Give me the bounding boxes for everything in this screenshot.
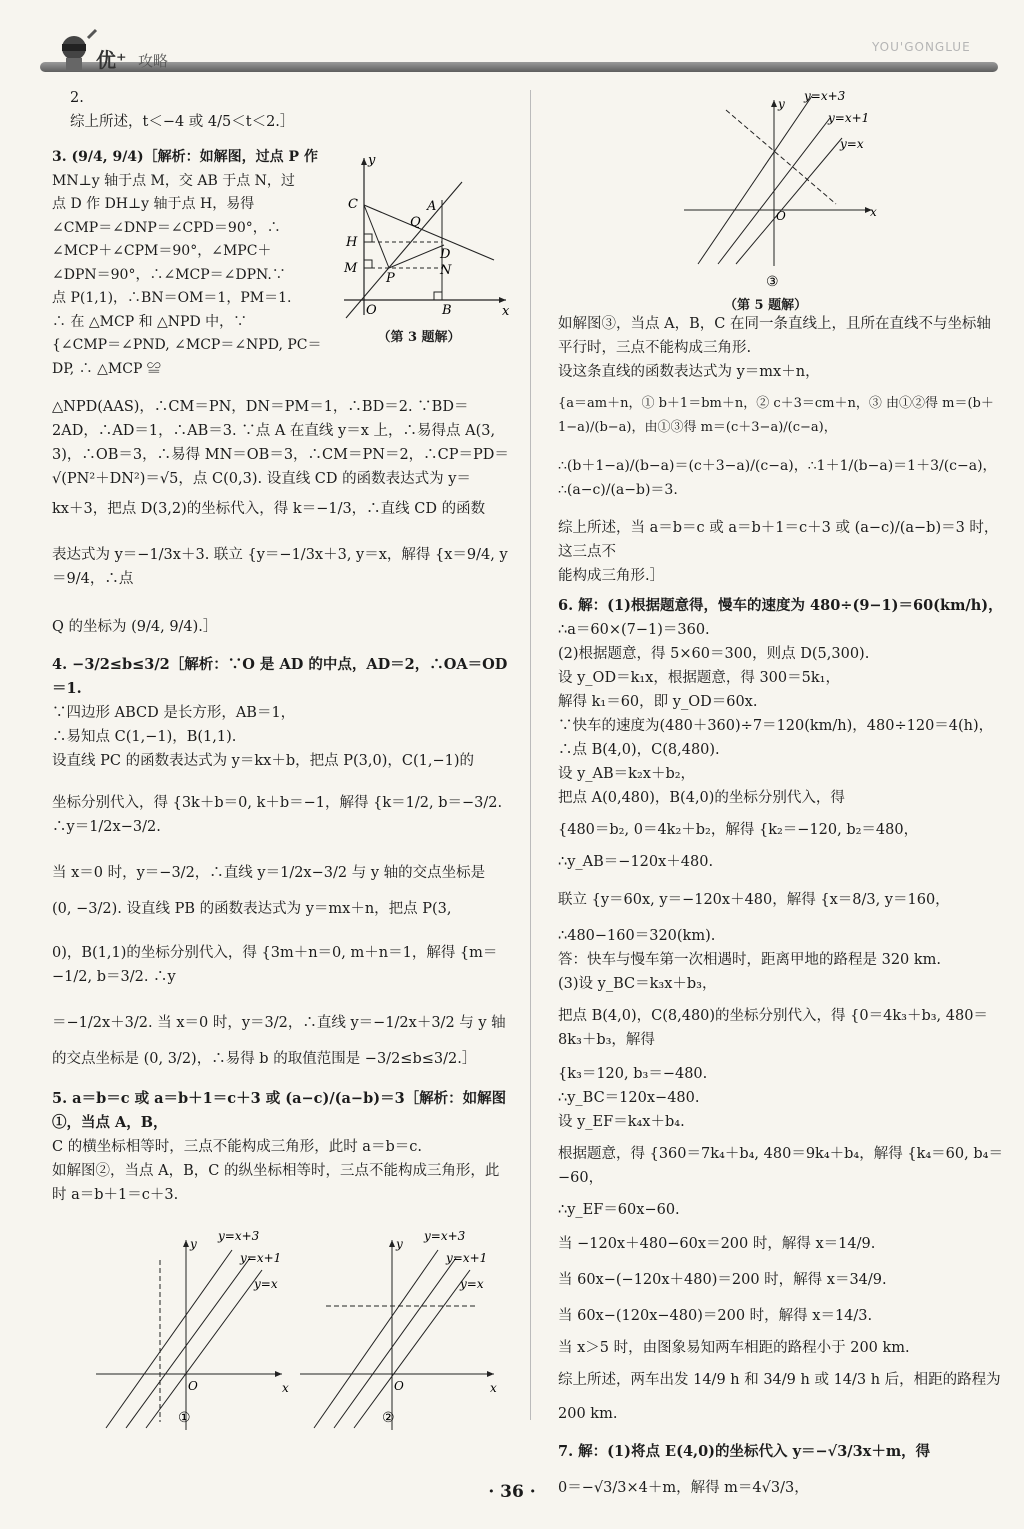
text-line: 的交点坐标是 (0, 3/2)，∴易得 b 的取值范围是 −3/2≤b≤3/2.］: [52, 1051, 477, 1067]
text-line: ∴480−160＝320(km).: [558, 928, 716, 944]
text-line: 设这条直线的函数表达式为 y＝mx＋n，: [558, 364, 820, 380]
text-line: 时 a＝b＋1＝c＋3.: [52, 1187, 179, 1203]
fig3-point-q: Q: [410, 215, 421, 230]
circled-label-3: ③: [766, 274, 779, 290]
text-line: 0＝−√3/3×4＋m，解得 m＝4√3/3，: [558, 1480, 809, 1496]
text-line: {a＝am＋n，① b＋1＝bm＋n，② c＋3＝cm＋n，③ 由①②得 m＝(b＋1−a)/(b−a)，由①③得 m＝(c＋3−a)/(c−a)，: [558, 396, 994, 435]
graph3-label-y-x-plus-3: y=x+3: [804, 89, 846, 103]
text-line: 点 P(1,1)，∴BN＝OM＝1，PM＝1.: [52, 290, 292, 306]
text-line: Q 的坐标为 (9/4, 9/4).］: [52, 619, 218, 635]
text-line: ∠CMP＝∠DNP＝∠CPD＝90°，∴: [52, 219, 281, 236]
text-line: ∵四边形 ABCD 是长方形，AB＝1，: [52, 705, 296, 721]
text-line: 如解图③，当点 A，B，C 在同一条直线上，且所在直线不与坐标轴: [558, 316, 991, 332]
figure-5-graphs-1-2: [86, 1230, 526, 1436]
figure-problem-3: [334, 150, 514, 345]
figure-3-diagram: [334, 150, 514, 320]
problem-3-text: [52, 146, 334, 381]
fig3-point-c: C: [348, 197, 358, 212]
graph3-axis-y: y: [778, 97, 785, 111]
text-line: (3)设 y_BC＝k₃x＋b₃，: [558, 976, 717, 992]
figure-5-caption: （第 5 题解）: [724, 298, 808, 313]
text-line: 设 y_AB＝k₂x＋b₂，: [558, 766, 696, 782]
text-line: 3)，∴OB＝3，∴易得 MN＝OB＝3，∴CM＝PN＝2，∴CP＝PD＝: [52, 447, 509, 463]
graph2-origin: O: [394, 1379, 404, 1393]
text-line: ∴a＝60×(7−1)＝360.: [558, 622, 710, 638]
graph1-label-y-x-plus-3: y=x+3: [218, 1230, 260, 1243]
text-line: 2.: [70, 90, 84, 106]
text-line: 综上所述，当 a＝b＝c 或 a＝b＋1＝c＋3 或 (a−c)/(a−b)＝3 时，这三点不: [558, 520, 999, 560]
text-line: 当 x＝0 时，y＝−3/2，∴直线 y＝1/2x−3/2 与 y 轴的交点坐标是: [52, 865, 486, 881]
text-line: ∵快车的速度为(480＋360)÷7＝120(km/h)，480÷120＝4(h)，: [558, 718, 994, 734]
fig3-point-m: M: [344, 261, 358, 276]
text-line: 当 −120x＋480−60x＝200 时，解得 x＝14/9.: [558, 1236, 876, 1252]
text-line: 200 km.: [558, 1406, 618, 1422]
text-line: 答：快车与慢车第一次相遇时，距离甲地的路程是 320 km.: [558, 952, 942, 968]
text-line: 如解图②，当点 A，B，C 的纵坐标相等时，三点不能构成三角形，此: [52, 1163, 500, 1179]
page-header: [0, 0, 1024, 80]
mascot-icon: [48, 28, 98, 72]
text-line: ∴y_BC＝120x−480.: [558, 1090, 700, 1106]
header-series-name: YOU'GONGLUE: [872, 40, 971, 54]
text-line: 0)，B(1,1)的坐标分别代入，得 {3m＋n＝0, m＋n＝1，解得 {m＝−1/2, b＝3/2. ∴y: [52, 945, 498, 985]
text-line: 把点 B(4,0)，C(8,480)的坐标分别代入，得 {0＝4k₃＋b₃, 480＝8k₃＋b₃，解得: [558, 1008, 988, 1048]
figure-5-graph-3: [676, 86, 916, 290]
figure-3-caption: （第 3 题解）: [377, 330, 461, 345]
text-line: ∴易知点 C(1,−1)，B(1,1).: [52, 729, 237, 745]
text-line: ∠DPN＝90°，∴∠MCP＝∠DPN.∵: [52, 266, 286, 283]
text-line: MN⊥y 轴于点 M，交 AB 于点 N，过: [52, 172, 295, 189]
text-line: ∴y_AB＝−120x＋480.: [558, 854, 714, 870]
text-line: 综上所述，两车出发 14/9 h 和 34/9 h 或 14/3 h 后，相距的路程为: [558, 1372, 1001, 1388]
text-line: 根据题意，得 {360＝7k₄＋b₄, 480＝9k₄＋b₄，解得 {k₄＝60, b₄＝−60，: [558, 1146, 1003, 1186]
fig3-point-a: A: [427, 199, 437, 214]
text-line: (0, −3/2). 设直线 PB 的函数表达式为 y＝mx＋n，把点 P(3,: [52, 901, 452, 917]
text-line: ∴(b＋1−a)/(b−a)＝(c＋3−a)/(c−a)，∴1＋1/(b−a)＝1＋3/(c−a)，∴(a−c)/(a−b)＝3.: [558, 458, 997, 498]
text-line: 4. −3/2≤b≤3/2［解析：∵O 是 AD 的中点，AD＝2，∴OA＝OD＝1.: [52, 656, 508, 697]
fig3-point-n: N: [440, 263, 452, 278]
text-line: {480＝b₂, 0＝4k₂＋b₂，解得 {k₂＝−120, b₂＝480，: [558, 822, 919, 838]
text-line: 能构成三角形.］: [558, 568, 665, 584]
text-line: 6. 解：(1)根据题意得，慢车的速度为 480÷(9−1)＝60(km/h)，: [558, 597, 1003, 614]
circled-label-1: ①: [178, 1410, 191, 1426]
graph2-axis-x: x: [490, 1381, 497, 1395]
text-line: 当 60x−(−120x＋480)＝200 时，解得 x＝34/9.: [558, 1272, 887, 1288]
graph2-label-y-x-plus-1: y=x+1: [446, 1251, 488, 1265]
text-line: 综上所述，t＜−4 或 4/5＜t＜2.］: [70, 114, 295, 130]
fig3-point-d: D: [440, 247, 451, 262]
text-line: 点 D 作 DH⊥y 轴于点 H，易得: [52, 196, 255, 212]
graph1-label-y-x-plus-1: y=x+1: [240, 1251, 282, 1265]
text-line: 设 y_EF＝k₄x＋b₄.: [558, 1114, 685, 1130]
text-line: 3. (9/4, 9/4)［解析：如解图，过点 P 作: [52, 149, 318, 165]
fig3-axis-y: y: [368, 153, 376, 168]
text-line: 当 x＞5 时，由图象易知两车相距的路程小于 200 km.: [558, 1340, 910, 1356]
column-divider: [530, 90, 531, 1420]
circled-label-2: ②: [382, 1410, 395, 1426]
fig3-point-p: P: [386, 271, 395, 286]
header-logo: 优⁺: [96, 48, 127, 72]
header-bar: [40, 62, 998, 72]
text-line: 平行时，三点不能构成三角形.: [558, 340, 752, 356]
graph1-origin: O: [188, 1379, 198, 1393]
graph1-axis-x: x: [282, 1381, 289, 1395]
right-column: [558, 312, 1004, 1500]
text-line: C 的横坐标相等时，三点不能构成三角形，此时 a＝b＝c.: [52, 1139, 422, 1155]
text-line: 设直线 PC 的函数表达式为 y＝kx＋b，把点 P(3,0)，C(1,−1)的: [52, 753, 474, 769]
graph2-axis-y: y: [396, 1237, 403, 1251]
text-line: 5. a＝b＝c 或 a＝b＋1＝c＋3 或 (a−c)/(a−b)＝3［解析：如解图①，当点 A，B，: [52, 1090, 507, 1131]
graph3-label-y-x: y=x: [840, 137, 864, 151]
text-line: 把点 A(0,480)，B(4,0)的坐标分别代入，得: [558, 790, 845, 806]
text-line: 2AD，∴AD＝1，∴AB＝3. ∵点 A 在直线 y＝x 上，∴易得点 A(3,: [52, 423, 496, 439]
page-number: · 36 ·: [488, 1482, 536, 1502]
fig3-axis-x: x: [502, 304, 510, 319]
text-line: ∠MCP＋∠CPM＝90°，∠MPC＋: [52, 243, 272, 259]
text-line: ∴y_EF＝60x−60.: [558, 1202, 680, 1218]
header-logo-sub: 攻略: [138, 52, 169, 70]
fig3-point-h: H: [346, 235, 358, 250]
text-line: ∴ 在 △MCP 和 △NPD 中，∵: [52, 313, 248, 330]
graph1-axis-y: y: [190, 1237, 197, 1251]
text-line: (2)根据题意，得 5×60＝300，则点 D(5,300).: [558, 646, 870, 662]
text-line: 联立 {y＝60x, y＝−120x＋480，解得 {x＝8/3, y＝160，: [558, 892, 950, 908]
graph3-label-y-x-plus-1: y=x+1: [828, 111, 870, 125]
text-line: 表达式为 y＝−1/3x＋3. 联立 {y＝−1/3x＋3, y＝x，解得 {x＝9/4, y＝9/4，∴点: [52, 547, 508, 587]
text-line: 当 60x−(120x−480)＝200 时，解得 x＝14/3.: [558, 1308, 873, 1324]
graph3-axis-x: x: [870, 205, 877, 219]
text-line: ＝−1/2x＋3/2. 当 x＝0 时，y＝3/2，∴直线 y＝−1/2x＋3/2 与 y 轴: [52, 1015, 506, 1031]
text-line: 解得 k₁＝60，即 y_OD＝60x.: [558, 694, 758, 710]
text-line: ∴点 B(4,0)，C(8,480).: [558, 742, 720, 758]
fig3-origin: O: [366, 303, 377, 318]
text-line: √(PN²＋DN²)＝√5，点 C(0,3). 设直线 CD 的函数表达式为 y＝: [52, 471, 471, 487]
text-line: {k₃＝120, b₃＝−480.: [558, 1066, 708, 1082]
text-line: 坐标分别代入，得 {3k＋b＝0, k＋b＝−1，解得 {k＝1/2, b＝−3/2. ∴y＝1/2x−3/2.: [52, 795, 503, 835]
graph3-origin: O: [776, 209, 786, 223]
graph2-label-y-x: y=x: [460, 1277, 484, 1291]
text-line: 7. 解：(1)将点 E(4,0)的坐标代入 y＝−√3/3x＋m，得: [558, 1443, 931, 1460]
fig3-point-b: B: [442, 303, 452, 318]
text-line: {∠CMP＝∠PND, ∠MCP＝∠NPD, PC＝DP, ∴ △MCP ≌: [52, 337, 322, 377]
text-line: 设 y_OD＝k₁x，根据题意，得 300＝5k₁，: [558, 670, 840, 686]
graph1-label-y-x: y=x: [254, 1277, 278, 1291]
text-line: kx＋3，把点 D(3,2)的坐标代入，得 k＝−1/3，∴直线 CD 的函数: [52, 501, 486, 517]
graph2-label-y-x-plus-3: y=x+3: [424, 1230, 466, 1243]
text-line: △NPD(AAS)，∴CM＝PN，DN＝PM＝1，∴BD＝2. ∵BD＝: [52, 399, 469, 415]
